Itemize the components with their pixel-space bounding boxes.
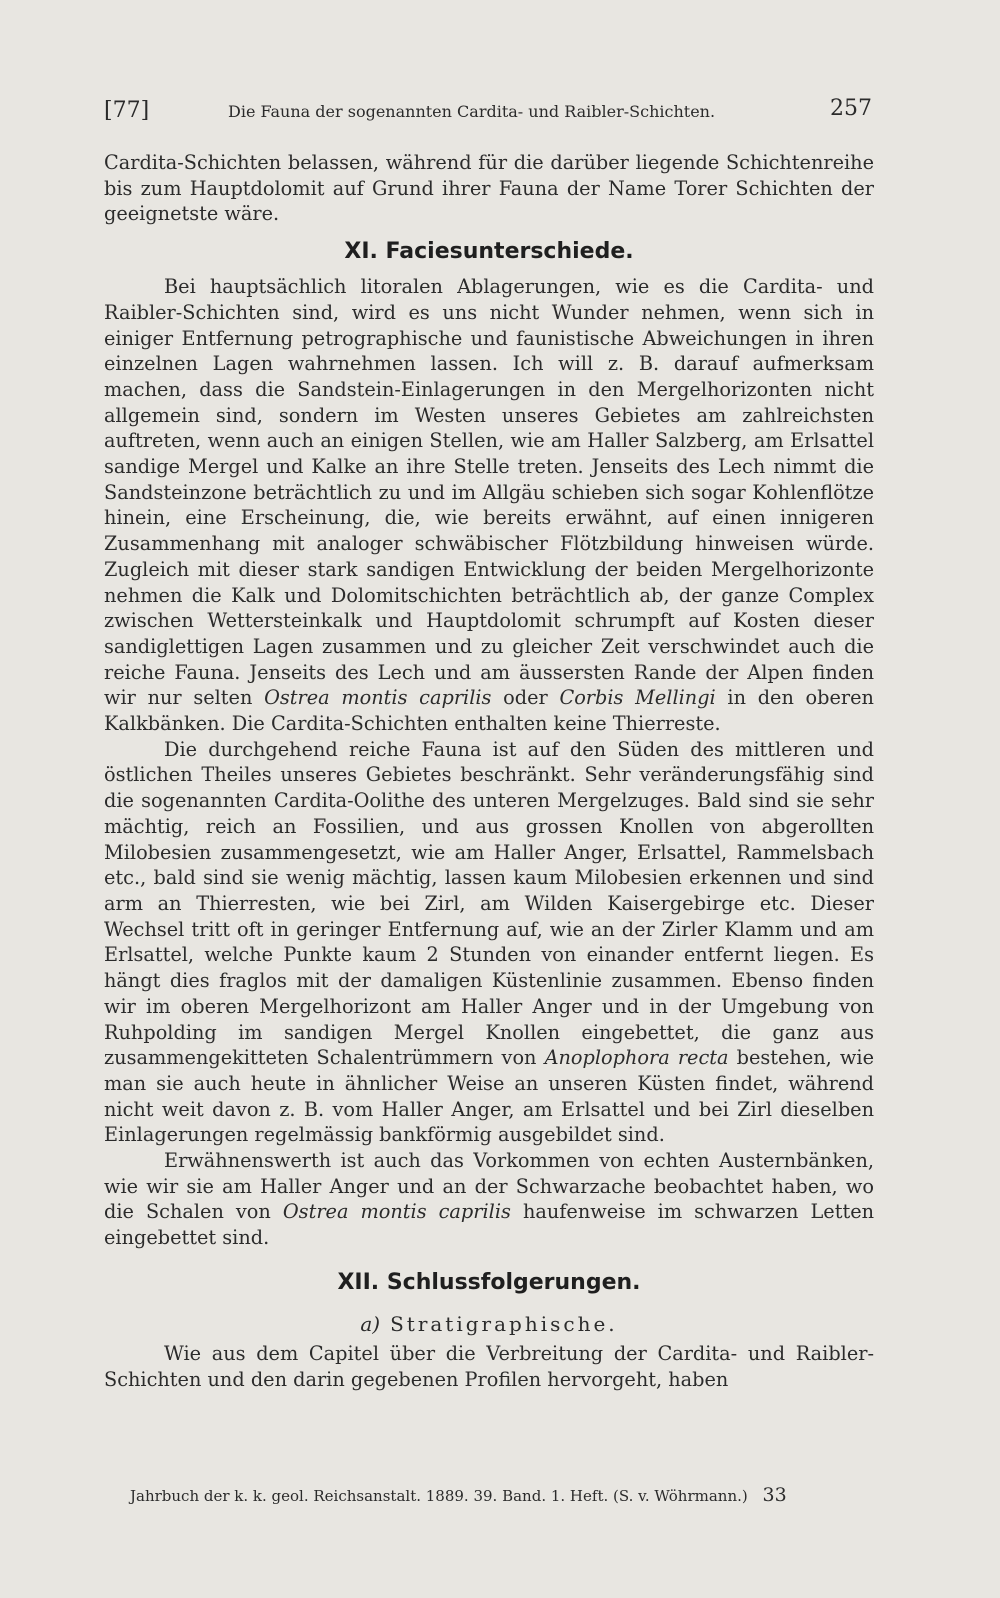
paragraph-oyster-banks <box>104 1148 874 1251</box>
taxon-name: Ostrea montis caprilis <box>264 686 492 710</box>
paragraph-text: Erwähnenswerth ist auch das Vorkommen von echten Austernbänken, wie wir sie am Haller Anger und an der Schwarzache beobachtet haben, wo die Schalen von <box>104 1149 874 1224</box>
taxon-name: Anoplophora recta <box>544 1046 729 1070</box>
paragraph-text: Die durchgehend reiche Fauna ist auf den Süden des mittleren und östlichen Theiles unseres Gebietes beschränkt. Sehr veränderungsfähig sind die sogenannten Cardita-Oolithe des unteren Mergelzuges. Bald sind sie sehr mächtig, reich an Fossilien, und aus grossen Knollen von abgerollten Milobesien zusammengesetzt, wie am Haller Anger, Erlsattel, Rammelsbach etc., bald sind sie wenig mächtig, lassen kaum Milobesien erkennen und sind arm an Thierresten, wie bei Zirl, am Wilden Kaisergebirge etc. Dieser Wechsel tritt oft in geringer Entfernung auf, wie an der Zirler Klamm und am Erlsattel, welche Punkte kaum 2 Stunden von einander entfernt liegen. Es hängt dies fraglos mit der damaligen Küstenlinie zusammen. Ebenso finden wir im oberen Mergelhorizont am Haller Anger und in der Umgebung von Ruhpolding im sandigen Mergel Knollen eingebettet, die ganz aus zusammengekitteten Schalentrümmern von <box>104 737 874 1070</box>
running-head <box>104 96 872 130</box>
paragraph-text: in den oberen Kalkbänken. Die Cardita-Schichten enthalten keine Thierreste. <box>104 686 874 736</box>
paragraph-conclusions: Wie aus dem Capitel über die Verbreitung der Cardita- und Raibler-Schichten und den darin gegebenen Profilen hervorgeht, haben <box>104 1341 874 1391</box>
page-footer <box>130 1484 820 1506</box>
paragraph-text: haufenweise im schwarzen Letten eingebettet sind. <box>104 1200 875 1250</box>
subsection-letter: a) <box>360 1311 381 1336</box>
subsection-title: Stratigraphische. <box>390 1311 618 1336</box>
taxon-name: Ostrea montis caprilis <box>282 1200 511 1224</box>
subsection-heading <box>104 1307 874 1341</box>
page-number: 257 <box>830 96 872 121</box>
sheet-signature: 33 <box>762 1484 787 1506</box>
paragraph-text: bestehen, wie man sie auch heute in ähnlicher Weise an unseren Küsten findet, während nicht weit davon z. B. vom Haller Anger, am Erlsattel und bei Zirl dieselben Einlagerungen regelmässig bankförmig ausgebildet sind. <box>104 1046 874 1147</box>
section-heading-xii: XII. Schlussfolgerungen. <box>337 1269 641 1295</box>
paragraph-continuation: Cardita-Schichten belassen, während für die darüber liegende Schichtenreihe bis zum Hauptdolomit auf Grund ihrer Fauna der Name Torer Schichten der geeignetste wäre. <box>104 151 874 226</box>
paragraph-text: oder <box>503 686 548 710</box>
running-title: Die Fauna der sogenannten Cardita- und Raibler-Schichten. <box>228 102 716 121</box>
journal-citation: Jahrbuch der k. k. geol. Reichsanstalt. 1889. 39. Band. 1. Heft. (S. v. Wöhrmann.) <box>130 1487 748 1505</box>
paragraph-fauna-distribution <box>104 737 874 1148</box>
body-text <box>104 150 874 1392</box>
taxon-name: Corbis Mellingi <box>559 686 716 710</box>
paragraph-text: Bei hauptsächlich litoralen Ablagerungen, wie es die Cardita- und Raibler-Schichten sind, wird es uns nicht Wunder nehmen, wenn sich in einiger Entfernung petrographische und faunistische Abweichungen in ihren einzelnen Lagen wahrnehmen lassen. Ich will z. B. darauf aufmerksam machen, dass die Sandstein-Einlagerungen in den Mergelhorizonten nicht allgemein sind, sondern im Westen unseres Gebietes am zahlreichsten auftreten, wenn auch an einigen Stellen, wie am Haller Salzberg, am Erlsattel sandige Mergel und Kalke an ihre Stelle treten. Jenseits des Lech nimmt die Sandsteinzone beträchtlich zu und im Allgäu schieben sich sogar Kohlenflötze hinein, eine Erscheinung, die, wie bereits erwähnt, auf einen innigeren Zusammenhang mit analoger schwäbischer Flötzbildung hinweisen würde. Zugleich mit dieser stark sandigen Entwicklung der beiden Mergelhorizonte nehmen die Kalk und Dolomitschichten beträchtlich ab, der ganze Complex zwischen Wettersteinkalk und Hauptdolomit schrumpft auf Kosten dieser sandiglettigen Lagen zusammen und zu gleicher Zeit verschwindet auch die reiche Fauna. Jenseits des Lech und am äussersten Rande der Alpen finden wir nur selten <box>104 275 874 710</box>
section-heading-xi: XI. Faciesunterschiede. <box>344 239 634 265</box>
paragraph-facies-intro <box>104 274 874 737</box>
page-reference: [77] <box>104 98 150 123</box>
